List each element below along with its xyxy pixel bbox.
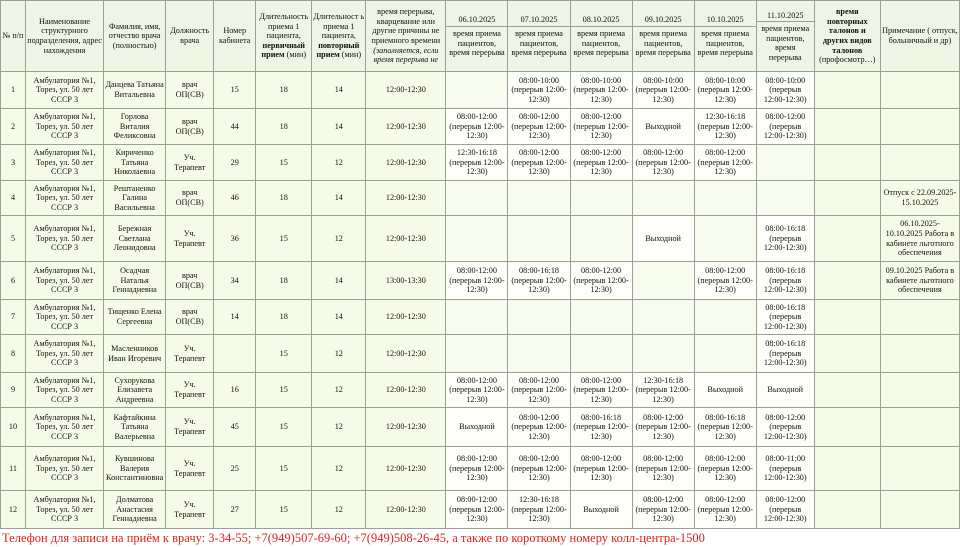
talons-bold: время повторных талонов и других видов талонов xyxy=(822,7,872,55)
note-cell xyxy=(880,373,959,408)
talons-time xyxy=(814,408,880,447)
day-schedule-5: 08:00-12:00 (перерыв 12:00-12:30) xyxy=(694,491,756,529)
col-header-position: Должность врача xyxy=(166,1,214,72)
table-row xyxy=(1,373,960,408)
talons-time xyxy=(814,72,880,109)
day-schedule-3 xyxy=(570,216,632,262)
repeat-duration: 14 xyxy=(312,300,366,335)
row-number: 6 xyxy=(1,262,26,300)
col-header-date-6 xyxy=(756,1,814,72)
repeat-duration: 14 xyxy=(312,181,366,216)
date-sublabel: время приема пациентов, время перерыва xyxy=(761,24,810,62)
note-cell xyxy=(880,300,959,335)
note-cell: 09.10.2025 Работа в кабинете льготного обеспечения xyxy=(880,262,959,300)
primary-duration: 15 xyxy=(256,216,312,262)
primary-duration: 18 xyxy=(256,181,312,216)
date-label: 09.10.2025 xyxy=(633,14,694,27)
day-schedule-1: 08:00-12:00 (перерыв 12:00-12:30) xyxy=(446,109,508,145)
day-schedule-2: 08:00-12:00 (перерыв 12:00-12:30) xyxy=(508,408,570,447)
talons-time xyxy=(814,491,880,529)
table-row xyxy=(1,300,960,335)
row-number: 11 xyxy=(1,447,26,491)
repeat-bold: повторный прием xyxy=(316,40,360,60)
col-header-date-1 xyxy=(446,1,508,72)
day-schedule-3: 08:00-10:00 (перерыв 12:00-12:30) xyxy=(570,72,632,109)
primary-duration: 15 xyxy=(256,145,312,181)
table-row xyxy=(1,216,960,262)
day-schedule-2: 12:30-16:18 (перерыв 12:00-12:30) xyxy=(508,491,570,529)
room-number: 29 xyxy=(214,145,256,181)
break-italic: (заполняется, если время перерыва не xyxy=(373,45,439,65)
day-schedule-4: 08:00-12:00 (перерыв 12:00-12:30) xyxy=(632,145,694,181)
col-header-name: Фамилия, имя, отчество врача (полностью) xyxy=(104,1,166,72)
date-label: 08.10.2025 xyxy=(571,14,632,27)
day-schedule-3: Выходной xyxy=(570,491,632,529)
table-row xyxy=(1,335,960,373)
repeat-pre: Длительност ь приема 1 пациента, xyxy=(313,12,365,41)
day-schedule-5: 08:00-12:00 (перерыв 12:00-12:30) xyxy=(694,145,756,181)
day-schedule-1: 08:00-12:00 (перерыв 12:00-12:30) xyxy=(446,491,508,529)
date-label: 07.10.2025 xyxy=(508,14,569,27)
room-number: 44 xyxy=(214,109,256,145)
primary-duration: 18 xyxy=(256,262,312,300)
col-header-date-4 xyxy=(632,1,694,72)
doctor-position: Уч. Терапевт xyxy=(166,373,214,408)
repeat-duration: 12 xyxy=(312,447,366,491)
day-schedule-3 xyxy=(570,335,632,373)
note-cell xyxy=(880,145,959,181)
table-row xyxy=(1,109,960,145)
row-number: 5 xyxy=(1,216,26,262)
day-schedule-4: Выходной xyxy=(632,109,694,145)
primary-duration: 18 xyxy=(256,72,312,109)
primary-pre: Длительность приема 1 пациента, xyxy=(259,12,309,41)
date-sublabel: время приема пациентов, время перерыва xyxy=(697,28,753,58)
primary-duration: 18 xyxy=(256,109,312,145)
day-schedule-1 xyxy=(446,300,508,335)
day-schedule-4: Выходной xyxy=(632,216,694,262)
row-number: 8 xyxy=(1,335,26,373)
talons-time xyxy=(814,447,880,491)
col-header-date-2 xyxy=(508,1,570,72)
day-schedule-2: 08:00-12:00 (перерыв 12:00-12:30) xyxy=(508,373,570,408)
row-number: 7 xyxy=(1,300,26,335)
day-schedule-6: 08:00-12:00 (перерыв 12:00-12:30) xyxy=(756,491,814,529)
talons-time xyxy=(814,109,880,145)
day-schedule-3: 08:00-12:00 (перерыв 12:00-12:30) xyxy=(570,447,632,491)
room-number: 14 xyxy=(214,300,256,335)
department-address: Амбулатория №1, Торез, ул. 50 лет СССР 3 xyxy=(26,491,104,529)
room-number xyxy=(214,335,256,373)
room-number: 36 xyxy=(214,216,256,262)
col-header-dept: Наименование структурного подразделения, адрес нахождения xyxy=(26,1,104,72)
repeat-duration: 12 xyxy=(312,491,366,529)
break-time: 12:00-12:30 xyxy=(366,491,446,529)
department-address: Амбулатория №1, Торез, ул. 50 лет СССР 3 xyxy=(26,300,104,335)
table-body xyxy=(1,72,960,529)
department-address: Амбулатория №1, Торез, ул. 50 лет СССР 3 xyxy=(26,408,104,447)
day-schedule-1 xyxy=(446,335,508,373)
day-schedule-4: 08:00-12:00 (перерыв 12:00-12:30) xyxy=(632,408,694,447)
day-schedule-6: 08:00-16:18 (перерыв 12:00-12:30) xyxy=(756,335,814,373)
doctor-position: Уч. Терапевт xyxy=(166,408,214,447)
room-number: 45 xyxy=(214,408,256,447)
day-schedule-4 xyxy=(632,181,694,216)
repeat-duration: 12 xyxy=(312,335,366,373)
note-cell: 06.10.2025-10.10.2025 Работа в кабинете льготного обеспечения xyxy=(880,216,959,262)
day-schedule-6: 08:00-12:00 (перерыв 12:00-12:30) xyxy=(756,408,814,447)
doctor-name: Долматова Анастасия Геннадиевна xyxy=(104,491,166,529)
doctor-name: Кафтайкина Татьяна Валерьевна xyxy=(104,408,166,447)
doctor-name: Бережная Светлана Леонидовна xyxy=(104,216,166,262)
day-schedule-3 xyxy=(570,181,632,216)
day-schedule-1: 12:30-16:18 (перерыв 12:00-12:30) xyxy=(446,145,508,181)
day-schedule-5 xyxy=(694,216,756,262)
repeat-duration: 14 xyxy=(312,262,366,300)
doctor-position: врач ОП(СВ) xyxy=(166,72,214,109)
doctor-name: Рештаненко Галина Васильевна xyxy=(104,181,166,216)
department-address: Амбулатория №1, Торез, ул. 50 лет СССР 3 xyxy=(26,335,104,373)
day-schedule-4: 08:00-12:00 (перерыв 12:00-12:30) xyxy=(632,491,694,529)
table-row xyxy=(1,491,960,529)
primary-duration: 15 xyxy=(256,408,312,447)
row-number: 4 xyxy=(1,181,26,216)
department-address: Амбулатория №1, Торез, ул. 50 лет СССР 3 xyxy=(26,373,104,408)
col-header-break xyxy=(366,1,446,72)
primary-duration: 15 xyxy=(256,335,312,373)
doctor-position: Уч. Терапевт xyxy=(166,491,214,529)
primary-bold: первичный прием xyxy=(261,40,305,60)
day-schedule-4 xyxy=(632,262,694,300)
day-schedule-5: 08:00-10:00 (перерыв 12:00-12:30) xyxy=(694,72,756,109)
date-sublabel: время приема пациентов, время перерыва xyxy=(635,28,691,58)
row-number: 2 xyxy=(1,109,26,145)
date-sublabel: время приема пациентов, время перерыва xyxy=(573,28,629,58)
day-schedule-6: 08:00-12:00 (перерыв 12:00-12:30) xyxy=(756,109,814,145)
break-time: 12:00-12:30 xyxy=(366,145,446,181)
day-schedule-1: 08:00-12:00 (перерыв 12:00-12:30) xyxy=(446,447,508,491)
talons-time xyxy=(814,181,880,216)
day-schedule-5: Выходной xyxy=(694,373,756,408)
talons-time xyxy=(814,145,880,181)
primary-duration: 18 xyxy=(256,300,312,335)
day-schedule-1: Выходной xyxy=(446,408,508,447)
day-schedule-5: 08:00-12:00 (перерыв 12:00-12:30) xyxy=(694,447,756,491)
talons-time xyxy=(814,300,880,335)
day-schedule-6: Выходной xyxy=(756,373,814,408)
col-header-talons xyxy=(814,1,880,72)
date-sublabel: время приема пациентов, время перерыва xyxy=(511,28,567,58)
day-schedule-4 xyxy=(632,335,694,373)
room-number: 34 xyxy=(214,262,256,300)
repeat-duration: 14 xyxy=(312,72,366,109)
department-address: Амбулатория №1, Торез, ул. 50 лет СССР 3 xyxy=(26,72,104,109)
day-schedule-5 xyxy=(694,300,756,335)
break-time: 13:00-13:30 xyxy=(366,262,446,300)
day-schedule-3: 08:00-12:00 (перерыв 12:00-12:30) xyxy=(570,373,632,408)
day-schedule-2: 08:00-10:00 (перерыв 12:00-12:30) xyxy=(508,72,570,109)
day-schedule-3 xyxy=(570,300,632,335)
day-schedule-1 xyxy=(446,216,508,262)
doctor-position: врач ОП(СВ) xyxy=(166,300,214,335)
talons-extra: (профосмотр…) xyxy=(819,55,876,65)
break-main: время перерыва, кварцевание или другие причины не приемного времени xyxy=(371,7,441,45)
break-time: 12:00-12:30 xyxy=(366,447,446,491)
doctor-name: Тищенко Елена Сергеевна xyxy=(104,300,166,335)
col-header-note: Примечание ( отпуск, больничный и др) xyxy=(880,1,959,72)
primary-duration: 15 xyxy=(256,373,312,408)
table-row xyxy=(1,145,960,181)
department-address: Амбулатория №1, Торез, ул. 50 лет СССР 3 xyxy=(26,109,104,145)
row-number: 9 xyxy=(1,373,26,408)
day-schedule-5: 08:00-12:00 (перерыв 12:00-12:30) xyxy=(694,262,756,300)
department-address: Амбулатория №1, Торез, ул. 50 лет СССР 3 xyxy=(26,181,104,216)
col-header-num: № п/п xyxy=(1,1,26,72)
day-schedule-6: 08:00-11:00 (перерыв 12:00-12:30) xyxy=(756,447,814,491)
row-number: 1 xyxy=(1,72,26,109)
day-schedule-5 xyxy=(694,335,756,373)
col-header-date-3 xyxy=(570,1,632,72)
day-schedule-2 xyxy=(508,335,570,373)
table-row xyxy=(1,447,960,491)
doctor-name: Масленников Иван Игоревич xyxy=(104,335,166,373)
doctor-position: Уч. Терапевт xyxy=(166,447,214,491)
break-time: 12:00-12:30 xyxy=(366,335,446,373)
note-cell xyxy=(880,447,959,491)
day-schedule-2 xyxy=(508,181,570,216)
room-number: 46 xyxy=(214,181,256,216)
room-number: 15 xyxy=(214,72,256,109)
note-cell xyxy=(880,408,959,447)
day-schedule-6: 08:00-16:18 (перерыв 12:00-12:30) xyxy=(756,262,814,300)
break-time: 12:00-12:30 xyxy=(366,373,446,408)
day-schedule-3: 08:00-12:00 (перерыв 12:00-12:30) xyxy=(570,109,632,145)
doctor-position: врач ОП(СВ) xyxy=(166,262,214,300)
repeat-post: (мин) xyxy=(341,50,362,60)
col-header-date-5 xyxy=(694,1,756,72)
department-address: Амбулатория №1, Торез, ул. 50 лет СССР 3 xyxy=(26,145,104,181)
break-time: 12:00-12:30 xyxy=(366,408,446,447)
header-row xyxy=(1,1,960,72)
repeat-duration: 12 xyxy=(312,145,366,181)
day-schedule-2: 08:00-12:00 (перерыв 12:00-12:30) xyxy=(508,447,570,491)
doctor-position: Уч. Терапевт xyxy=(166,335,214,373)
day-schedule-6 xyxy=(756,145,814,181)
day-schedule-6 xyxy=(756,181,814,216)
day-schedule-3: 08:00-16:18 (перерыв 12:00-12:30) xyxy=(570,408,632,447)
break-time: 12:00-12:30 xyxy=(366,300,446,335)
day-schedule-6: 08:00-16:18 (перерыв 12:00-12:30) xyxy=(756,216,814,262)
room-number: 27 xyxy=(214,491,256,529)
row-number: 3 xyxy=(1,145,26,181)
break-time: 12:00-12:30 xyxy=(366,216,446,262)
note-cell xyxy=(880,72,959,109)
department-address: Амбулатория №1, Торез, ул. 50 лет СССР 3 xyxy=(26,447,104,491)
col-header-primary xyxy=(256,1,312,72)
doctor-name: Кувшинова Валерия Константиновна xyxy=(104,447,166,491)
break-time: 12:00-12:30 xyxy=(366,109,446,145)
repeat-duration: 12 xyxy=(312,373,366,408)
date-sublabel: время приема пациентов, время перерыва xyxy=(449,28,505,58)
repeat-duration: 14 xyxy=(312,109,366,145)
day-schedule-1: 08:00-12:00 (перерыв 12:00-12:30) xyxy=(446,262,508,300)
doctor-position: врач ОП(СВ) xyxy=(166,181,214,216)
note-cell xyxy=(880,109,959,145)
break-time: 12:00-12:30 xyxy=(366,181,446,216)
table-row xyxy=(1,181,960,216)
department-address: Амбулатория №1, Торез, ул. 50 лет СССР 3 xyxy=(26,262,104,300)
doctor-name: Кириченко Татьяна Николаевна xyxy=(104,145,166,181)
department-address: Амбулатория №1, Торез, ул. 50 лет СССР 3 xyxy=(26,216,104,262)
break-time: 12:00-12:30 xyxy=(366,72,446,109)
day-schedule-2: 08:00-12:00 (перерыв 12:00-12:30) xyxy=(508,109,570,145)
primary-duration: 15 xyxy=(256,447,312,491)
table-row xyxy=(1,408,960,447)
day-schedule-3: 08:00-12:00 (перерыв 12:00-12:30) xyxy=(570,262,632,300)
day-schedule-5 xyxy=(694,181,756,216)
col-header-room: Номер кабинета xyxy=(214,1,256,72)
doctor-name: Горлова Виталия Феликсовна xyxy=(104,109,166,145)
primary-duration: 15 xyxy=(256,491,312,529)
room-number: 16 xyxy=(214,373,256,408)
talons-time xyxy=(814,335,880,373)
date-label: 06.10.2025 xyxy=(446,14,507,27)
day-schedule-3: 08:00-12:00 (перерыв 12:00-12:30) xyxy=(570,145,632,181)
room-number: 25 xyxy=(214,447,256,491)
doctor-name: Данцева Татьяна Витальевна xyxy=(104,72,166,109)
date-label: 10.10.2025 xyxy=(695,14,756,27)
note-cell xyxy=(880,491,959,529)
phone-footer: Телефон для записи на приём к врачу: 3-34-55; +7(949)507-69-60; +7(949)508-26-45, а также по короткому номеру колл-центра-1500 xyxy=(0,530,960,547)
talons-time xyxy=(814,216,880,262)
row-number: 12 xyxy=(1,491,26,529)
day-schedule-5: 12:30-16:18 (перерыв 12:00-12:30) xyxy=(694,109,756,145)
day-schedule-1 xyxy=(446,72,508,109)
day-schedule-2: 08:00-16:18 (перерыв 12:00-12:30) xyxy=(508,262,570,300)
primary-post: (мин) xyxy=(286,50,307,60)
day-schedule-1 xyxy=(446,181,508,216)
day-schedule-6: 08:00-16:18 (перерыв 12:00-12:30) xyxy=(756,300,814,335)
col-header-repeat xyxy=(312,1,366,72)
doctor-position: Уч. Терапевт xyxy=(166,145,214,181)
day-schedule-4: 08:00-12:00 (перерыв 12:00-12:30) xyxy=(632,447,694,491)
note-cell xyxy=(880,335,959,373)
talons-time xyxy=(814,373,880,408)
doctor-name: Осадчая Наталья Геннадиевна xyxy=(104,262,166,300)
doctor-position: врач ОП(СВ) xyxy=(166,109,214,145)
note-cell: Отпуск с 22.09.2025-15.10.2025 xyxy=(880,181,959,216)
day-schedule-1: 08:00-12:00 (перерыв 12:00-12:30) xyxy=(446,373,508,408)
table-row xyxy=(1,262,960,300)
day-schedule-4: 12:30-16:18 (перерыв 12:00-12:30) xyxy=(632,373,694,408)
day-schedule-5: 08:00-16:18 (перерыв 12:00-12:30) xyxy=(694,408,756,447)
day-schedule-2: 08:00-12:00 (перерыв 12:00-12:30) xyxy=(508,145,570,181)
day-schedule-6: 08:00-10:00 (перерыв 12:00-12:30) xyxy=(756,72,814,109)
day-schedule-2 xyxy=(508,216,570,262)
repeat-duration: 12 xyxy=(312,216,366,262)
row-number: 10 xyxy=(1,408,26,447)
doctor-name: Сухорукова Елизавета Андреевна xyxy=(104,373,166,408)
doctor-position: Уч. Терапевт xyxy=(166,216,214,262)
day-schedule-4 xyxy=(632,300,694,335)
date-label: 11.10.2025 xyxy=(757,10,814,23)
repeat-duration: 12 xyxy=(312,408,366,447)
day-schedule-2 xyxy=(508,300,570,335)
day-schedule-4: 08:00-10:00 (перерыв 12:00-12:30) xyxy=(632,72,694,109)
table-row xyxy=(1,72,960,109)
talons-time xyxy=(814,262,880,300)
